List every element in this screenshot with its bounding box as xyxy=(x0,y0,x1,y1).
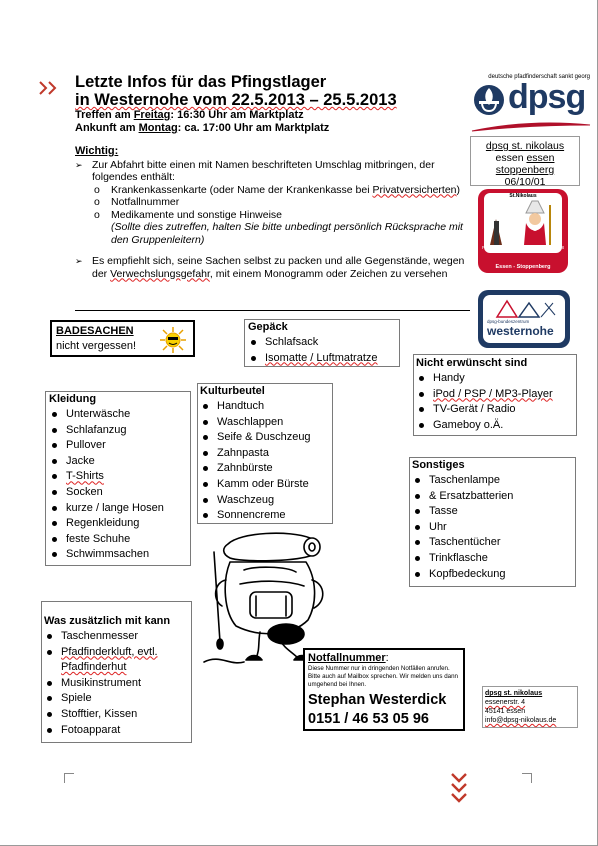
sun-icon xyxy=(159,327,187,353)
list-item: Trinkflasche xyxy=(412,551,513,567)
westernohe-badge: dpsg-bundeszentrum westernohe xyxy=(478,290,570,348)
stamp-stoppenberg: essen stoppenberg xyxy=(495,152,555,176)
list-item: Regenkleidung xyxy=(49,516,164,532)
list-item: Zahnpasta xyxy=(200,446,311,462)
address-box: dpsg st. nikolaus essenerstr. 4 45141 essen info@dpsg-nikolaus.de xyxy=(482,686,578,728)
kulturbeutel-list xyxy=(200,399,311,524)
gepaeck-list xyxy=(248,335,378,366)
list-item: Taschentücher xyxy=(412,535,513,551)
nicht-erwuenscht-box: Nicht erwünscht sind Handy iPod / PSP / MP3-Player TV-Gerät / Radio Gameboy o.Ä. xyxy=(413,354,577,436)
list-item: o Notfallnummer xyxy=(94,196,180,208)
list-item: Stofftier, Kissen xyxy=(44,707,158,723)
list-item: Jacke xyxy=(49,454,164,470)
important-section: Wichtig: ➢ Zur Abfahrt bitte einen mit Namen beschrifteten Umschlag mitbringen, der folgendes enthält: o Krankenkassenkarte (oder Name der Krankenkasse bei Privatversicherten) o Notfallnummer o Medikamente und sonstige Hinweise (Sollte dies zutreffen, halten Sie bitte unbedingt persönlich Rücksprache mit den Gruppenleitern) ➢ Es empfiehlt sich, seine Sachen selbst zu packen und alle Gegenstände, wegen der Verwechslungsgefahr, mit einem Monogramm oder Zeichen zu versehen xyxy=(75,145,470,280)
list-item: Spiele xyxy=(44,691,158,707)
zusaetzlich-box: Was zusätzlich mit kann Taschenmesser Pfadfinderkluft, evtl. Pfadfinderhut Musikinstrument Spiele Stofftier, Kissen Fotoapparat xyxy=(41,601,192,743)
meeting-times: Treffen am Freitag: 16:30 Uhr am Marktplatz Ankunft am Montag: ca. 17:00 Uhr am Marktplatz xyxy=(75,109,330,134)
badesachen-box: BADESACHEN nicht vergessen! xyxy=(50,320,195,357)
list-item: Kamm oder Bürste xyxy=(200,477,311,493)
list-item: Taschenlampe xyxy=(412,473,513,489)
divider xyxy=(75,310,470,311)
list-item: o Krankenkassenkarte (oder Name der Krankenkasse bei Privatversicherten) xyxy=(94,183,461,196)
list-item-continued: Pfadfinderhut xyxy=(61,661,127,674)
stamp-box: dpsg st. nikolaus essen essen stoppenberg 06/10/01 xyxy=(470,136,580,186)
sonstiges-list xyxy=(412,473,513,582)
list-item: kurze / lange Hosen xyxy=(49,501,164,517)
list-item: Waschzeug xyxy=(200,493,311,509)
list-item: Pfadfinderkluft, evtl. xyxy=(44,645,158,661)
list-item: iPod / PSP / MP3-Player xyxy=(416,387,553,403)
chevron-right-icon xyxy=(38,80,60,96)
nikolaus-badge: St.Nikolaus Pfadfinderstamm seit 1958 Essen - Stoppenberg xyxy=(478,189,568,273)
kulturbeutel-box: Kulturbeutel Handtuch Waschlappen Seife & Duschzeug Zahnpasta Zahnbürste Kamm oder Bürste Waschzeug Sonnencreme xyxy=(197,383,333,524)
title-line2: in Westernohe vom 22.5.2013 – 25.5.2013 xyxy=(75,91,397,109)
list-item: feste Schuhe xyxy=(49,532,164,548)
crop-mark xyxy=(64,773,74,783)
list-item: Tasse xyxy=(412,504,513,520)
list-item: Kopfbedeckung xyxy=(412,567,513,583)
gepaeck-box: Gepäck Schlafsack Isomatte / Luftmatratze xyxy=(244,319,400,367)
list-item: Pullover xyxy=(49,438,164,454)
camp-scene-icon xyxy=(489,297,559,319)
red-swoosh xyxy=(470,121,592,133)
crop-mark xyxy=(522,773,532,783)
nicht-erwuenscht-list xyxy=(416,371,553,433)
list-item: Gameboy o.Ä. xyxy=(416,418,553,434)
list-item: TV-Gerät / Radio xyxy=(416,402,553,418)
list-item: Taschenmesser xyxy=(44,629,158,645)
chevron-down-icon xyxy=(450,772,468,806)
arrow-bullet-icon: ➢ xyxy=(75,256,83,266)
list-item: Uhr xyxy=(412,520,513,536)
zusaetzlich-list xyxy=(44,629,158,738)
bishop-drawing-icon xyxy=(486,199,562,247)
sonstiges-box: Sonstiges Taschenlampe & Ersatzbatterien Tasse Uhr Taschentücher Trinkflasche Kopfbedeckung xyxy=(409,457,576,587)
list-item: Handtuch xyxy=(200,399,311,415)
lily-emblem-icon xyxy=(472,83,506,117)
list-item: Sonnencreme xyxy=(200,508,311,524)
list-item: Unterwäsche xyxy=(49,407,164,423)
list-item: Zahnbürste xyxy=(200,461,311,477)
kleidung-box: Kleidung Unterwäsche Schlafanzug Pullover Jacke T-Shirts Socken kurze / lange Hosen Regenkleidung feste Schuhe Schwimmsachen xyxy=(45,391,191,566)
list-item: Fotoapparat xyxy=(44,723,158,739)
list-item: Seife & Duschzeug xyxy=(200,430,311,446)
list-item: Handy xyxy=(416,371,553,387)
kleidung-list xyxy=(49,407,164,563)
arrow-bullet-icon: ➢ xyxy=(75,159,83,170)
list-item: Musikinstrument xyxy=(44,676,158,692)
dpsg-logo: deutsche pfadfinderschaft sankt georg dpsg xyxy=(470,74,590,138)
list-item: T-Shirts xyxy=(49,469,164,485)
list-item-continued: & Ersatzbatterien xyxy=(412,489,513,505)
page-title: Letzte Infos für das Pfingstlager in Westernohe vom 22.5.2013 – 25.5.2013 xyxy=(75,73,397,109)
list-item: Schlafanzug xyxy=(49,423,164,439)
list-item: Schwimmsachen xyxy=(49,547,164,563)
list-item: Isomatte / Luftmatratze xyxy=(248,351,378,367)
list-item: Socken xyxy=(49,485,164,501)
list-item: Schlafsack xyxy=(248,335,378,351)
notfall-box: Notfallnummer: Diese Nummer nur in dringenden Notfällen anrufen. Bitte auch auf Mailbox sprechen. Wir melden uns dann umgehend bei Ihnen. Stephan Westerdick 0151 / 46 53 05 96 xyxy=(303,648,465,731)
list-item: o Medikamente und sonstige Hinweise xyxy=(94,208,283,221)
list-item: Waschlappen xyxy=(200,415,311,431)
